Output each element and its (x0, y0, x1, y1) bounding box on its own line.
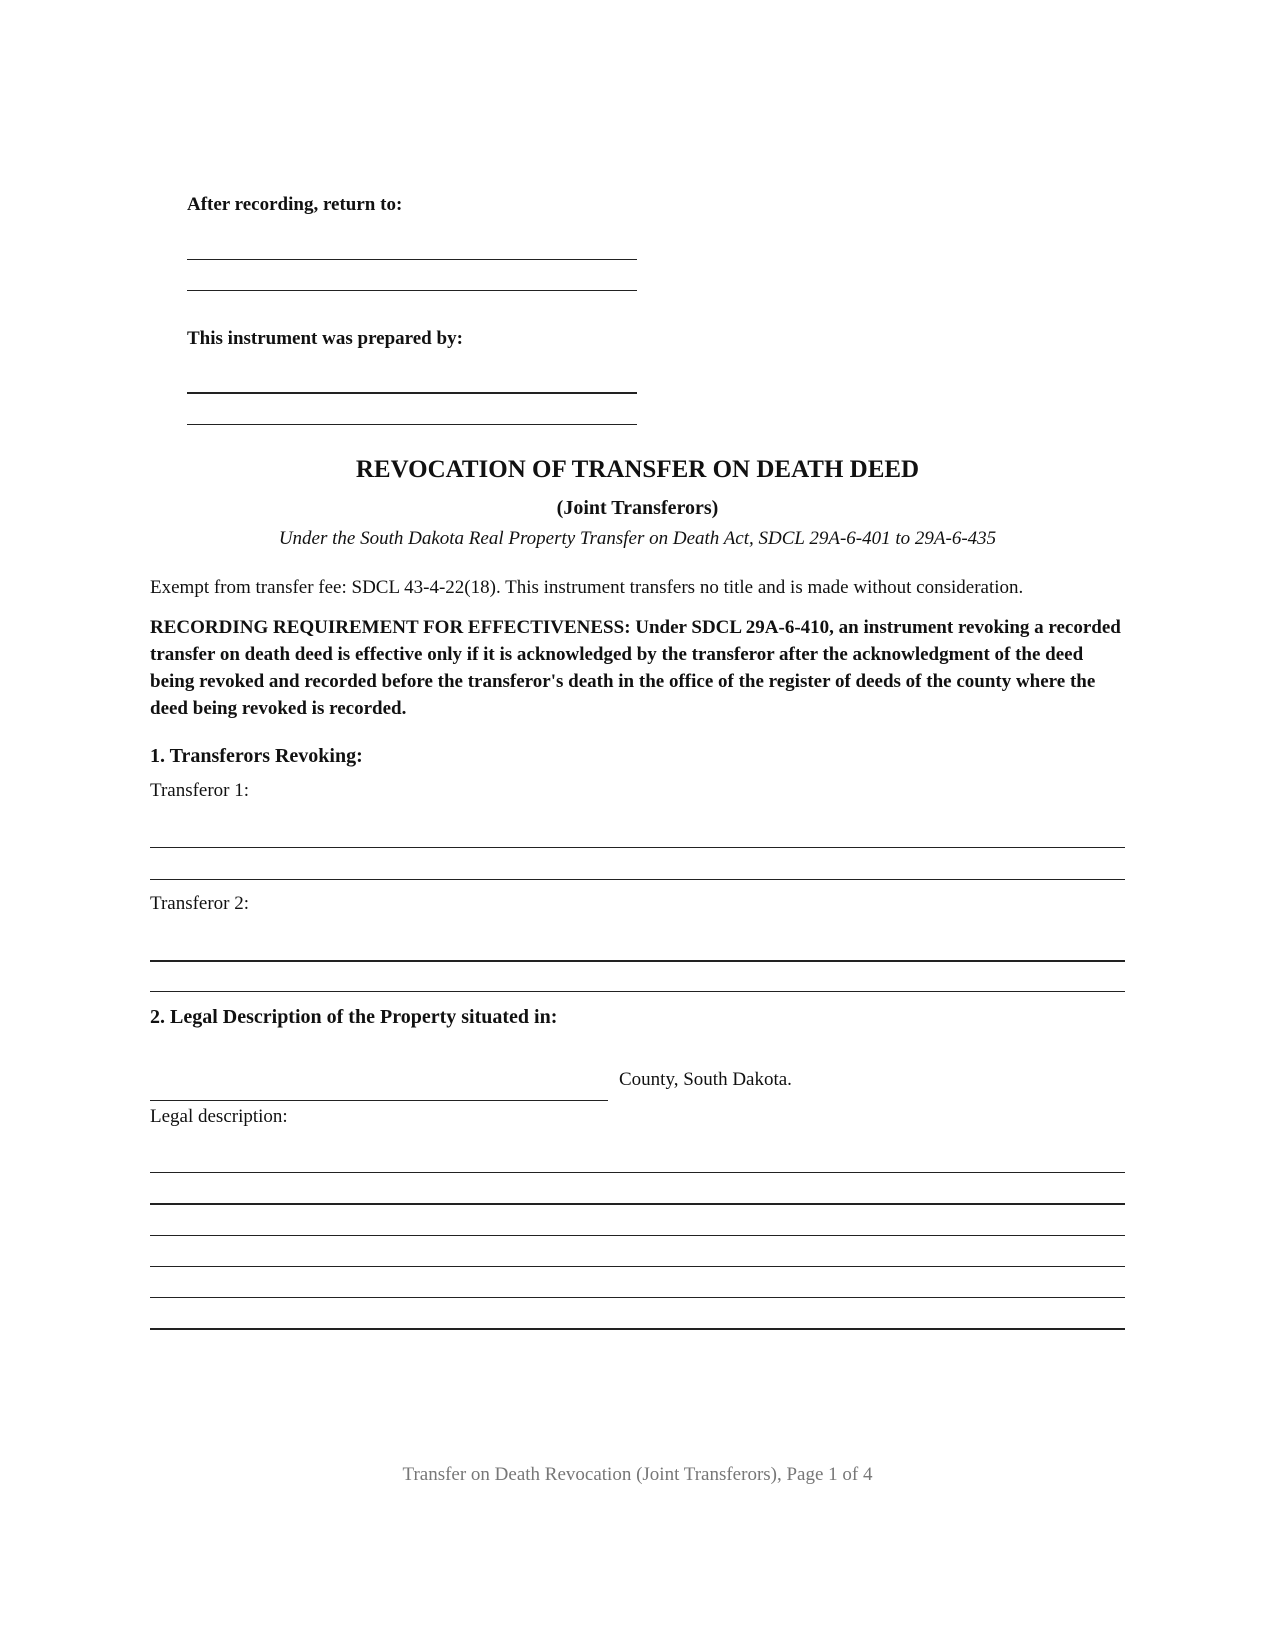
return-to-label: After recording, return to: (187, 194, 403, 215)
document-subtitle: (Joint Transferors) (556, 497, 719, 519)
statute-reference: Under the South Dakota Real Property Transfer on Death Act, SDCL 29A-6-401 to 29A-6-435 (278, 528, 997, 549)
exempt-statement: Exempt from transfer fee: SDCL 43-4-22(18). This instrument transfers no title and is made without consideration. (150, 577, 1024, 598)
transferor1-label: Transferor 1: (150, 780, 250, 801)
prepared-by-line-2[interactable] (187, 424, 637, 425)
return-to-line-2[interactable] (187, 290, 637, 291)
document-title: REVOCATION OF TRANSFER ON DEATH DEED (355, 456, 920, 483)
transferor2-line-1[interactable] (150, 960, 1125, 962)
county-suffix: County, South Dakota. (619, 1069, 792, 1090)
legal-description-label: Legal description: (150, 1106, 288, 1127)
transferor1-line-1[interactable] (150, 847, 1125, 848)
recording-requirement: RECORDING REQUIREMENT FOR EFFECTIVENESS: Under SDCL 29A-6-410, an instrument revoking a recorded transfer on death deed is effective only if it is acknowledged by the transferor after the acknowledgment of the deed being revoked and recorded before the transferor's death in the office of the register of deeds of the county where the deed being revoked is recorded. (150, 617, 1121, 719)
prepared-by-label: This instrument was prepared by: (187, 328, 463, 349)
return-to-line-1[interactable] (187, 259, 637, 260)
transferor2-label: Transferor 2: (150, 893, 250, 914)
transferor1-line-2[interactable] (150, 879, 1125, 880)
legal-line-2[interactable] (150, 1203, 1125, 1205)
section2-heading: 2. Legal Description of the Property situated in: (150, 1006, 558, 1028)
section1-heading: 1. Transferors Revoking: (150, 745, 363, 767)
transferor2-line-2[interactable] (150, 991, 1125, 992)
legal-line-6[interactable] (150, 1328, 1125, 1330)
legal-line-3[interactable] (150, 1235, 1125, 1236)
legal-line-1[interactable] (150, 1172, 1125, 1173)
prepared-by-line-1[interactable] (187, 392, 637, 394)
legal-line-5[interactable] (150, 1297, 1125, 1298)
county-line[interactable] (150, 1100, 608, 1101)
page-footer: Transfer on Death Revocation (Joint Transferors), Page 1 of 4 (402, 1464, 873, 1485)
legal-line-4[interactable] (150, 1266, 1125, 1267)
